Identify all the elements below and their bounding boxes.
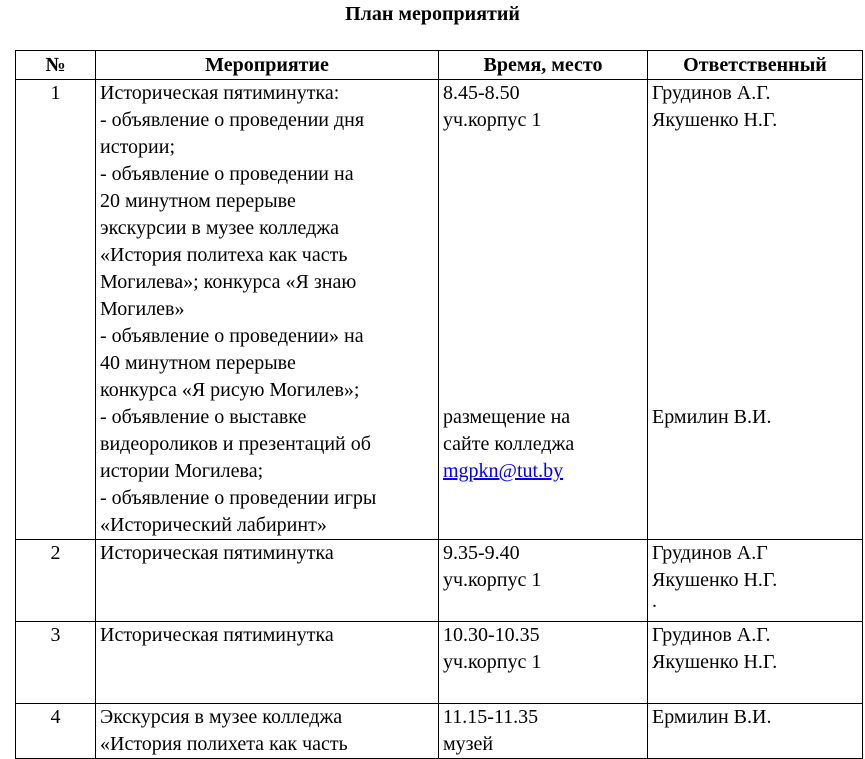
event-line: - объявление о проведении игры: [100, 487, 377, 509]
table-row: [16, 540, 863, 622]
responsible-cell: [648, 540, 863, 622]
event-line: истории;: [100, 136, 176, 158]
event-line: - объявление о проведении» на: [100, 325, 364, 347]
event-time: 10.30-10.35: [443, 624, 540, 646]
time-cell: [439, 704, 648, 759]
event-cell: [96, 704, 439, 759]
responsible-person: Ермилин В.И.: [652, 706, 772, 728]
responsible-person: Якушенко Н.Г.: [652, 109, 778, 131]
event-place: уч.корпус 1: [443, 109, 542, 131]
header-responsible: Ответственный: [648, 51, 863, 80]
event-line: Экскурсия в музее колледжа: [100, 706, 343, 728]
responsible-person: Якушенко Н.Г.: [652, 651, 778, 673]
event-time: 11.15-11.35: [443, 706, 539, 728]
header-event: Мероприятие: [96, 51, 439, 80]
responsible-cell: [648, 622, 863, 704]
event-cell: [96, 622, 439, 704]
time-cell: [439, 80, 648, 540]
responsible-person: Грудинов А.Г.: [652, 624, 771, 646]
event-line: - объявление о проведении дня: [100, 109, 365, 131]
responsible-person: Якушенко Н.Г.: [652, 569, 778, 591]
event-line: «Исторический лабиринт»: [100, 514, 327, 536]
responsible-cell: [648, 80, 863, 540]
event-place: уч.корпус 1: [443, 651, 542, 673]
event-line: Историческая пятиминутка:: [100, 82, 340, 104]
time-cell: [439, 540, 648, 622]
responsible-person: Ермилин В.И.: [652, 406, 772, 428]
event-line: конкурса «Я рисую Могилев»;: [100, 379, 360, 401]
responsible-person: .: [652, 590, 657, 612]
event-line: Могилева»; конкурса «Я знаю: [100, 271, 357, 293]
page-title: План мероприятий: [345, 3, 520, 25]
header-num: №: [16, 51, 96, 80]
row-number: 4: [16, 704, 96, 759]
table-row: [16, 622, 863, 704]
email-link[interactable]: mgpkn@tut.by: [443, 460, 564, 482]
table-row: [16, 704, 863, 759]
event-line: - объявление о выставке: [100, 406, 307, 428]
events-table: [15, 50, 863, 759]
row-number: 1: [16, 80, 96, 540]
event-time: 9.35-9.40: [443, 542, 520, 564]
row-number: 2: [16, 540, 96, 622]
event-line: экскурсии в музее колледжа: [100, 217, 340, 239]
responsible-cell: [648, 704, 863, 759]
table-header-row: [16, 51, 863, 80]
event-line: истории Могилева;: [100, 460, 264, 482]
time-cell: [439, 622, 648, 704]
responsible-person: Грудинов А.Г.: [652, 82, 771, 104]
event-line: Историческая пятиминутка: [100, 624, 334, 646]
event-line: видеороликов и презентаций об: [100, 433, 371, 455]
event-line: - объявление о проведении на: [100, 163, 354, 185]
event-time: 8.45-8.50: [443, 82, 520, 104]
event-line: Могилев»: [100, 298, 185, 320]
row-number: 3: [16, 622, 96, 704]
event-line: 40 минутном перерыве: [100, 352, 296, 374]
event-line: «История политеха как часть: [100, 244, 348, 266]
event-cell: [96, 540, 439, 622]
event-place: музей: [443, 733, 494, 755]
event-line: «История полихета как часть: [100, 733, 348, 755]
table-row: [16, 80, 863, 540]
responsible-person: Грудинов А.Г: [652, 542, 768, 564]
event-line: 20 минутном перерыве: [100, 190, 296, 212]
event-place: уч.корпус 1: [443, 569, 542, 591]
placement-line: сайте колледжа: [443, 433, 575, 455]
event-line: Историческая пятиминутка: [100, 542, 334, 564]
event-cell: [96, 80, 439, 540]
header-time: Время, место: [439, 51, 648, 80]
placement-line: размещение на: [443, 406, 571, 428]
